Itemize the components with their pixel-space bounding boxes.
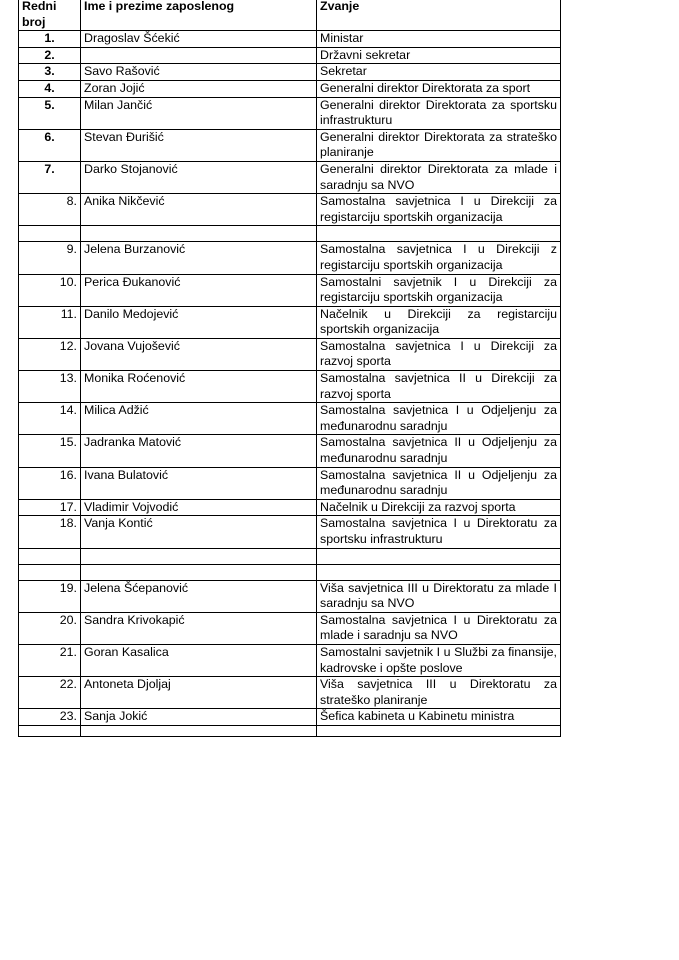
row-name: Jadranka Matović	[81, 435, 317, 467]
row-name: Stevan Đurišić	[81, 129, 317, 161]
table-row	[19, 709, 561, 726]
table-row	[19, 516, 561, 548]
header-num: Redni broj	[19, 0, 81, 31]
empty-row	[19, 226, 561, 242]
row-name: Milan Jančić	[81, 97, 317, 129]
row-title: Generalni direktor Direktorata za strateško planiranje	[317, 129, 561, 161]
row-title: Samostalni savjetnik I u Službi za finansije, kadrovske i opšte poslove	[317, 644, 561, 676]
row-title: Ministar	[317, 31, 561, 48]
row-num: 1.	[19, 31, 81, 48]
row-name: Danilo Medojević	[81, 306, 317, 338]
empty-row	[19, 564, 561, 580]
table-row	[19, 403, 561, 435]
table-row	[19, 194, 561, 226]
row-name: Vanja Kontić	[81, 516, 317, 548]
table-row	[19, 97, 561, 129]
row-name: Jelena Burzanović	[81, 242, 317, 274]
row-title: Samostalni savjetnik I u Direkciji za registarciju sportskih organizacija	[317, 274, 561, 306]
cut-off-row	[19, 725, 561, 736]
row-title: Samostalna savjetnica II u Odjeljenju za međunarodnu saradnju	[317, 435, 561, 467]
row-name: Darko Stojanović	[81, 161, 317, 193]
row-num: 18.	[19, 516, 81, 548]
row-title: Viša savjetnica III u Direktoratu za strateško planiranje	[317, 677, 561, 709]
table-row	[19, 499, 561, 516]
table-row	[19, 161, 561, 193]
row-name: Zoran Jojić	[81, 80, 317, 97]
table-row	[19, 644, 561, 676]
row-num: 11.	[19, 306, 81, 338]
row-num: 19.	[19, 580, 81, 612]
row-title: Načelnik u Direkciji za registarciju sportskih organizacija	[317, 306, 561, 338]
row-title: Samostalna savjetnica I u Odjeljenju za međunarodnu saradnju	[317, 403, 561, 435]
row-title: Samostalna savjetnica II u Odjeljenju za međunarodnu saradnju	[317, 467, 561, 499]
row-name: Goran Kasalica	[81, 644, 317, 676]
row-name: Sanja Jokić	[81, 709, 317, 726]
row-num: 9.	[19, 242, 81, 274]
row-name: Jelena Šćepanović	[81, 580, 317, 612]
header-title: Zvanje	[317, 0, 561, 31]
table-row	[19, 467, 561, 499]
table-row	[19, 80, 561, 97]
row-title: Samostalna savjetnica I u Direktoratu za mlade i saradnju sa NVO	[317, 612, 561, 644]
row-title: Samostalna savjetnica I u Direkciji z registarciju sportskih organizacija	[317, 242, 561, 274]
row-name: Anika Nikčević	[81, 194, 317, 226]
empty-row	[19, 548, 561, 564]
row-num: 22.	[19, 677, 81, 709]
row-num: 23.	[19, 709, 81, 726]
row-num: 13.	[19, 371, 81, 403]
row-name: Milica Adžić	[81, 403, 317, 435]
row-name: Vladimir Vojvodić	[81, 499, 317, 516]
row-title: Generalni direktor Direktorata za sportsku infrastrukturu	[317, 97, 561, 129]
row-num: 17.	[19, 499, 81, 516]
table-row	[19, 242, 561, 274]
row-title: Samostalna savjetnica II u Direkciji za razvoj sporta	[317, 371, 561, 403]
row-name: Sandra Krivokapić	[81, 612, 317, 644]
table-row	[19, 677, 561, 709]
table-row	[19, 338, 561, 370]
row-num: 16.	[19, 467, 81, 499]
table-row	[19, 435, 561, 467]
header-row	[19, 0, 561, 31]
row-title: Generalni direktor Direktorata za mlade i saradnju sa NVO	[317, 161, 561, 193]
table-row	[19, 64, 561, 81]
row-title: Državni sekretar	[317, 47, 561, 64]
table-row	[19, 31, 561, 48]
row-name: Perica Đukanović	[81, 274, 317, 306]
row-num: 5.	[19, 97, 81, 129]
row-num: 3.	[19, 64, 81, 81]
staff-table	[18, 0, 561, 737]
row-title: Generalni direktor Direktorata za sport	[317, 80, 561, 97]
row-title: Načelnik u Direkciji za razvoj sporta	[317, 499, 561, 516]
row-num: 21.	[19, 644, 81, 676]
row-num: 15.	[19, 435, 81, 467]
row-num: 6.	[19, 129, 81, 161]
row-num: 10.	[19, 274, 81, 306]
table-row	[19, 47, 561, 64]
row-name: Dragoslav Šćekić	[81, 31, 317, 48]
row-num: 14.	[19, 403, 81, 435]
row-title: Šefica kabineta u Kabinetu ministra	[317, 709, 561, 726]
table-row	[19, 306, 561, 338]
row-name: Antoneta Djoljaj	[81, 677, 317, 709]
row-title: Samostalna savjetnica I u Direkciji za registarciju sportskih organizacija	[317, 194, 561, 226]
row-name: Savo Rašović	[81, 64, 317, 81]
table-row	[19, 612, 561, 644]
header-name: Ime i prezime zaposlenog	[81, 0, 317, 31]
row-title: Viša savjetnica III u Direktoratu za mlade I saradnju sa NVO	[317, 580, 561, 612]
row-num: 4.	[19, 80, 81, 97]
row-title: Sekretar	[317, 64, 561, 81]
table-row	[19, 580, 561, 612]
row-num: 7.	[19, 161, 81, 193]
row-name: Jovana Vujošević	[81, 338, 317, 370]
row-num: 12.	[19, 338, 81, 370]
row-name: Monika Roćenović	[81, 371, 317, 403]
row-name	[81, 47, 317, 64]
table-row	[19, 274, 561, 306]
row-title: Samostalna savjetnica I u Direkciji za razvoj sporta	[317, 338, 561, 370]
row-title: Samostalna savjetnica I u Direktoratu za sportsku infrastrukturu	[317, 516, 561, 548]
row-num: 8.	[19, 194, 81, 226]
row-num: 2.	[19, 47, 81, 64]
table-row	[19, 129, 561, 161]
row-num: 20.	[19, 612, 81, 644]
table-row	[19, 371, 561, 403]
row-name: Ivana Bulatović	[81, 467, 317, 499]
